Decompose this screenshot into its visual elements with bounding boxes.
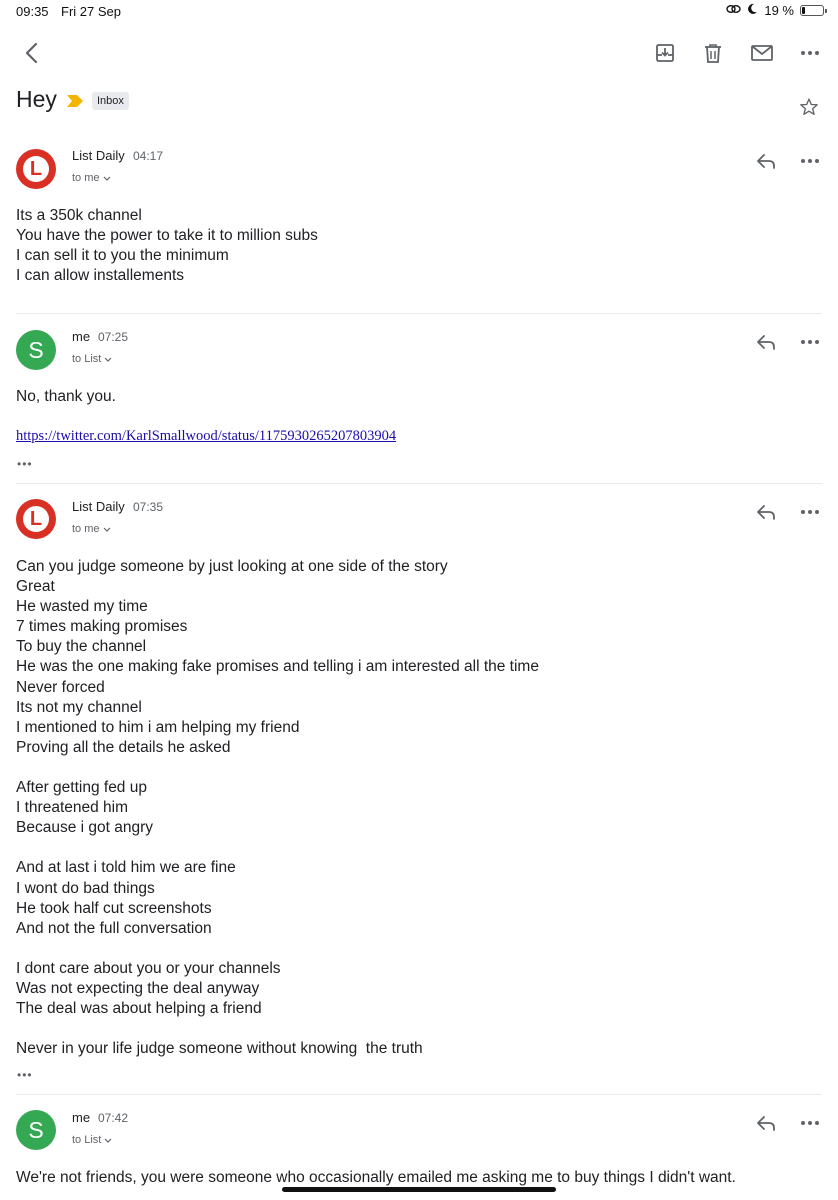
twitter-link[interactable]: https://twitter.com/KarlSmallwood/status/1175930265207803904 (16, 428, 397, 444)
more-dots-icon[interactable] (797, 40, 823, 66)
reply-icon[interactable] (754, 330, 778, 354)
sender-avatar[interactable] (16, 149, 56, 189)
chevron-down-icon (104, 1138, 112, 1143)
chevron-down-icon (103, 176, 111, 181)
reply-icon[interactable] (754, 149, 778, 173)
avatar-letter: L (23, 506, 49, 532)
message-time: 07:25 (98, 330, 129, 344)
reply-icon[interactable] (754, 500, 778, 524)
chevron-down-icon (103, 527, 111, 532)
recipient-label: to me (72, 172, 100, 184)
recipient-label: to List (72, 353, 102, 365)
show-quoted-text-button[interactable]: ••• (17, 457, 33, 471)
battery-percent: 19 % (764, 3, 794, 18)
reply-icon[interactable] (754, 1111, 778, 1135)
message-body: We're not friends, you were someone who occasionally emailed me asking me to buy things I didn't want. (16, 1169, 736, 1186)
battery-icon (800, 5, 824, 16)
moon-icon (747, 3, 758, 18)
message-time: 04:17 (133, 149, 164, 163)
archive-icon[interactable] (652, 40, 678, 66)
sender-name: List Daily (72, 499, 125, 514)
link-icon (726, 3, 741, 18)
recipient-label: to List (72, 1134, 102, 1146)
sender-name: me (72, 329, 91, 344)
sender-name: List Daily (72, 148, 125, 163)
message-more-icon[interactable] (797, 500, 823, 524)
status-time: 09:35 (16, 4, 49, 19)
recipient-label: to me (72, 523, 100, 535)
status-date: Fri 27 Sep (61, 4, 121, 19)
sender-avatar[interactable]: S (16, 330, 56, 370)
battery-level (802, 7, 805, 14)
recipient-toggle[interactable] (72, 523, 111, 535)
home-indicator[interactable] (282, 1187, 556, 1192)
recipient-toggle[interactable] (72, 1134, 112, 1146)
importance-marker-icon[interactable] (66, 94, 84, 113)
show-quoted-text-button[interactable]: ••• (17, 1068, 33, 1082)
message-time: 07:35 (133, 500, 164, 514)
recipient-toggle[interactable] (72, 172, 111, 184)
message-body: No, thank you. (16, 388, 116, 405)
chevron-down-icon (104, 357, 112, 362)
star-icon[interactable] (798, 96, 820, 118)
inbox-label-badge[interactable]: Inbox (92, 92, 129, 110)
message-more-icon[interactable] (797, 1111, 823, 1135)
message-more-icon[interactable] (797, 330, 823, 354)
trash-icon[interactable] (700, 40, 726, 66)
message-body: Can you judge someone by just looking at one side of the story Great He wasted my time 7 times making promises To buy the channel He was the one making fake promises and telling i am interested all the time Never forced Its not my channel I mentioned to him i am helping my friend Proving all the details he asked After getting fed up I threatened him Because i got angry And at last i told him we are fine I wont do bad things He took half cut screenshots And not the full conversation I dont care about you or your channels Was not expecting the deal anyway The deal was about helping a friend Never in your life judge someone without knowing the truth (16, 558, 539, 1058)
sender-avatar[interactable]: S (16, 1110, 56, 1150)
message-divider (16, 1094, 822, 1095)
message-body: Its a 350k channel You have the power to take it to million subs I can sell it to you the minimum I can allow installements (16, 207, 318, 285)
sender-name: me (72, 1110, 91, 1125)
status-indicators (726, 3, 824, 18)
email-subject: Hey (16, 86, 57, 112)
recipient-toggle[interactable] (72, 353, 112, 365)
sender-avatar[interactable] (16, 499, 56, 539)
message-divider (16, 313, 822, 314)
mail-icon[interactable] (748, 40, 776, 66)
message-more-icon[interactable] (797, 149, 823, 173)
message-time: 07:42 (98, 1111, 129, 1125)
message-divider (16, 483, 822, 484)
back-arrow-icon[interactable] (18, 40, 44, 66)
avatar-letter: L (23, 156, 49, 182)
